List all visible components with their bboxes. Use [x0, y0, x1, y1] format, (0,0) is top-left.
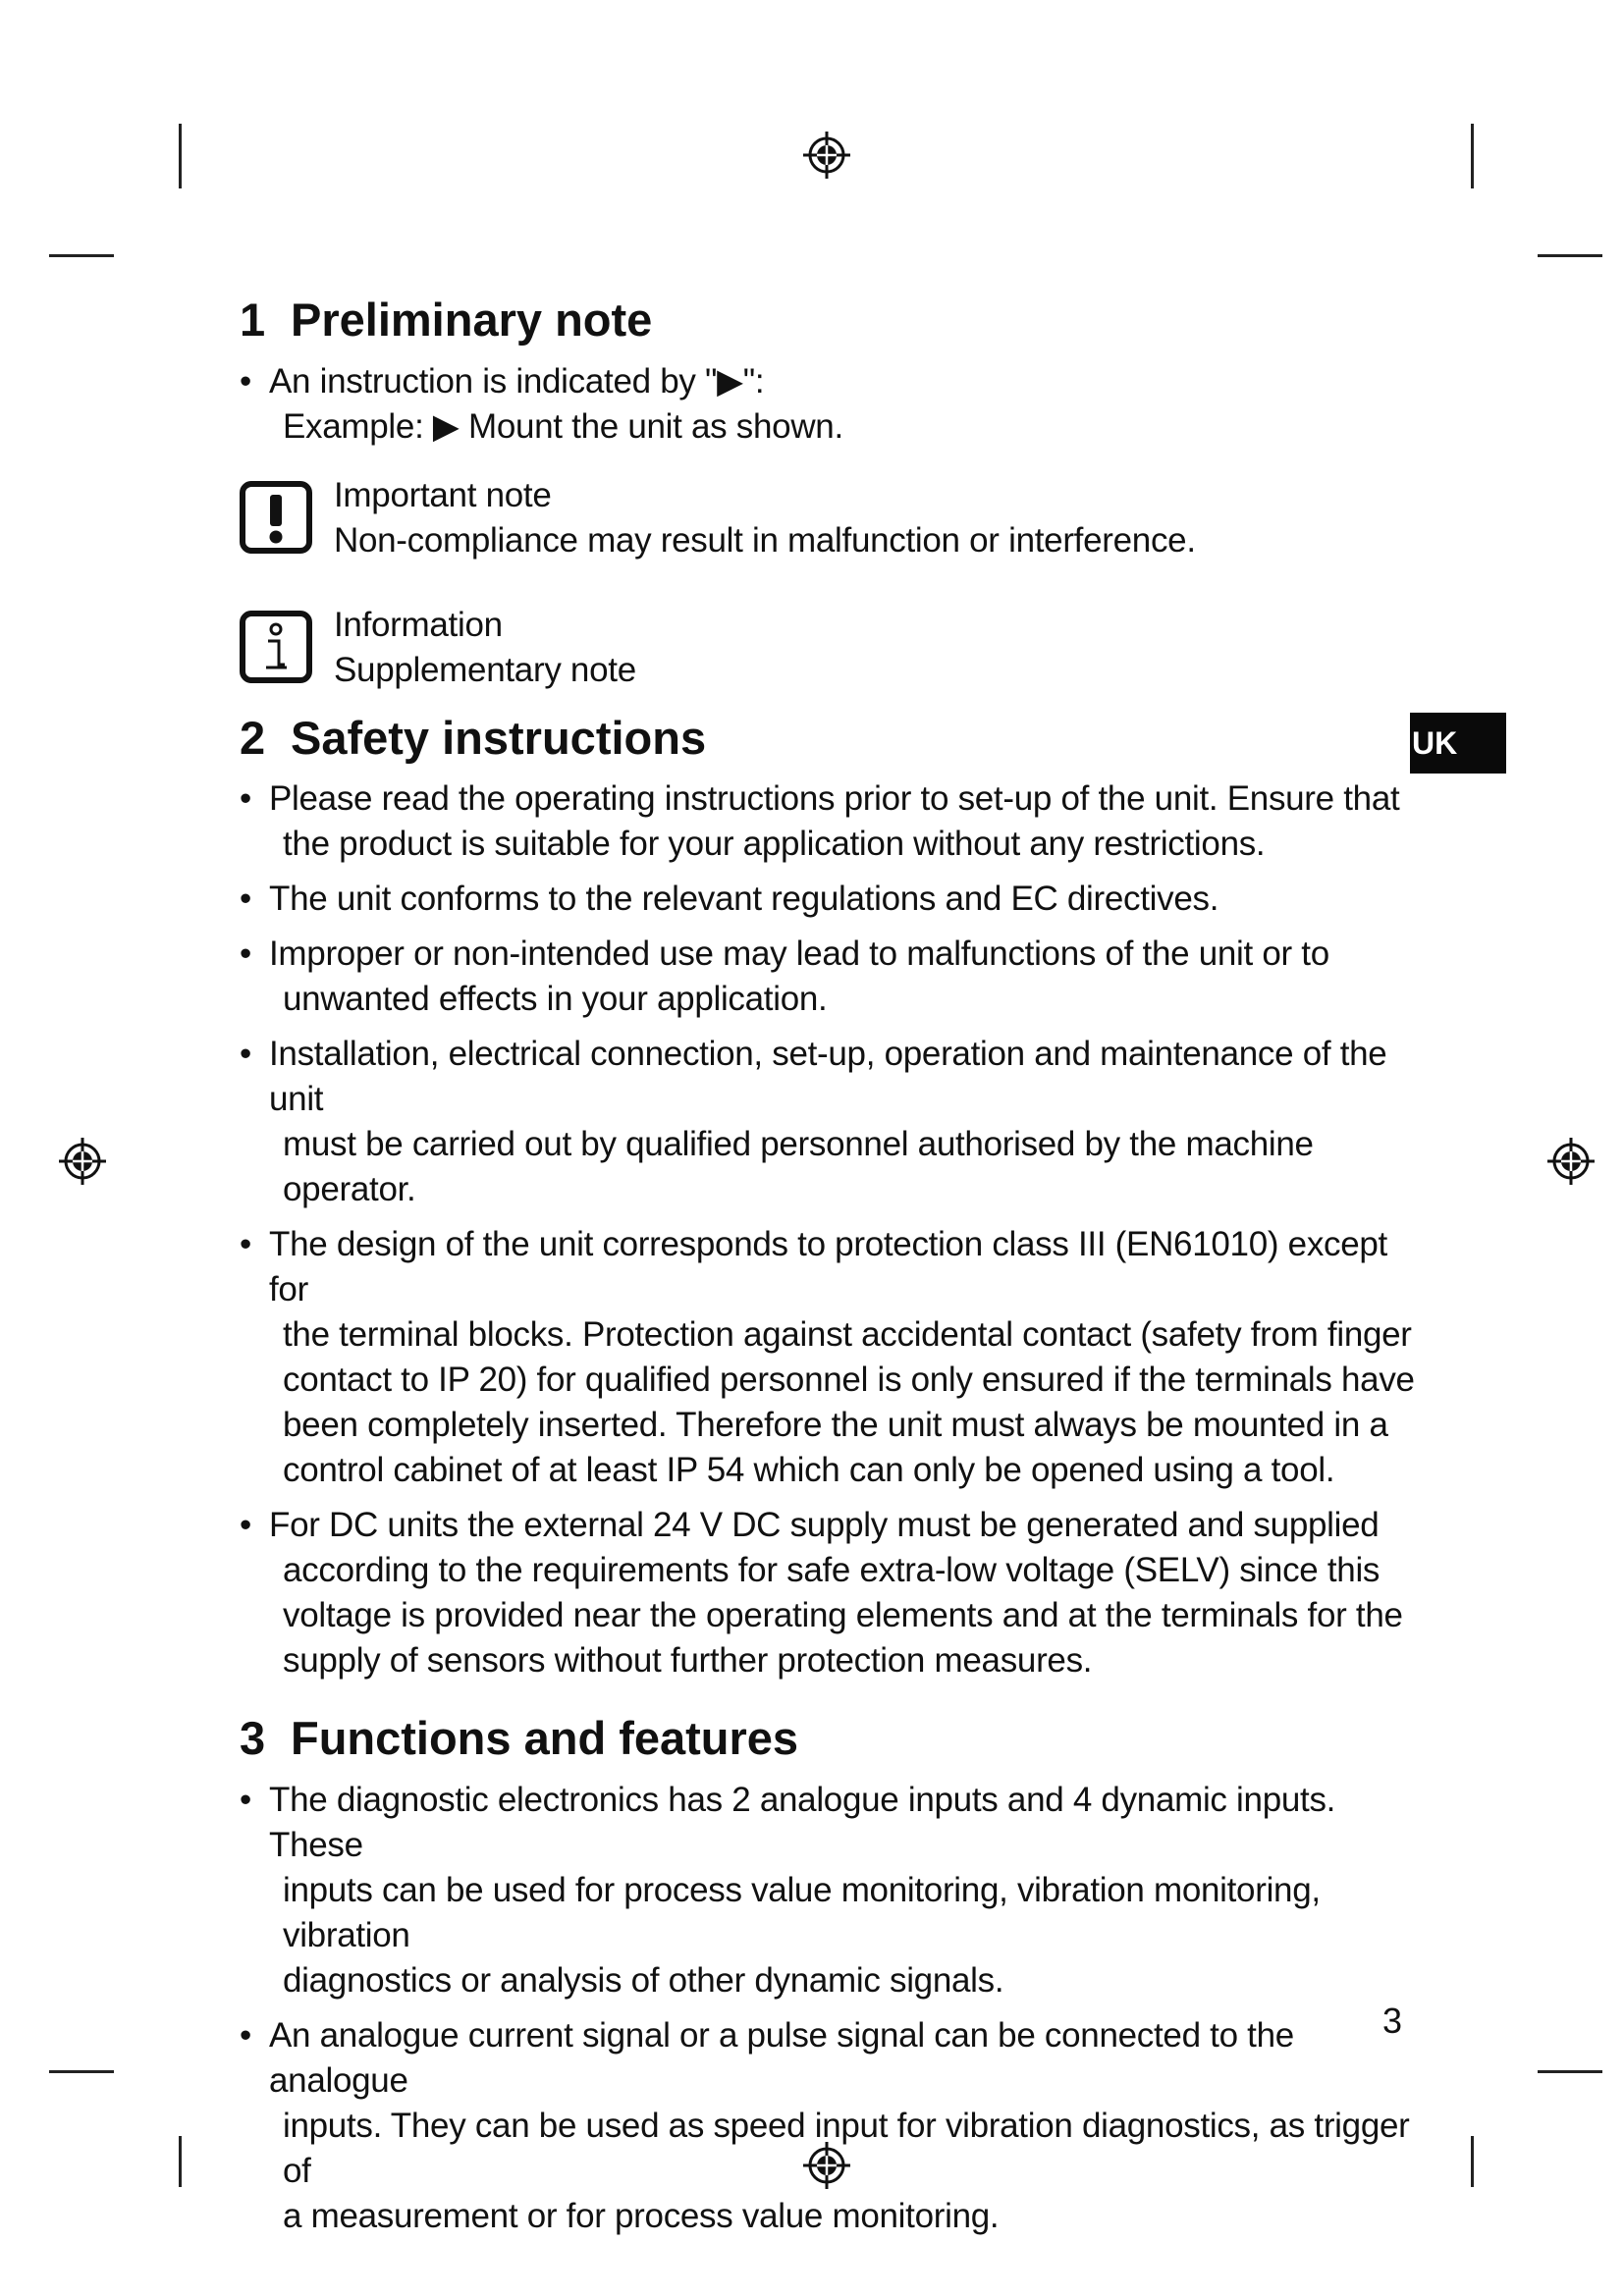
list-item	[240, 2013, 1418, 2239]
section-number: 1	[240, 294, 266, 346]
important-note	[240, 473, 1418, 565]
bullet-line: been completely inserted. Therefore the unit must always be mounted in a	[283, 1406, 1388, 1445]
list-item	[240, 1503, 1418, 1683]
note-title: Information	[334, 605, 503, 644]
list-item	[240, 1222, 1418, 1493]
section-title: Functions and features	[291, 1712, 799, 1765]
bullet-line: supply of sensors without further protection measures.	[283, 1641, 1093, 1681]
exclamation-icon	[240, 481, 312, 554]
bullet-line: unwanted effects in your application.	[283, 980, 828, 1019]
page-number: 3	[1382, 2001, 1403, 2041]
registration-mark-icon	[799, 128, 854, 183]
list-item	[240, 1778, 1418, 2003]
bullet: •	[240, 1781, 251, 1820]
section-title: Preliminary note	[291, 294, 653, 346]
crop-mark	[179, 124, 182, 188]
bullet-line: diagnostics or analysis of other dynamic signals.	[283, 1961, 1004, 2001]
bullet-line: An analogue current signal or a pulse signal can be connected to the analogue	[269, 2016, 1294, 2101]
bullet-line: Installation, electrical connection, set-up, operation and maintenance of the unit	[269, 1035, 1387, 1119]
bullet-line: inputs. They can be used as speed input for vibration diagnostics, as trigger of	[283, 2107, 1410, 2191]
bullet-line: Please read the operating instructions prior to set-up of the unit. Ensure that	[269, 779, 1400, 819]
bullet-line: the terminal blocks. Protection against accidental contact (safety from finger	[283, 1315, 1412, 1355]
section-heading	[240, 713, 1418, 764]
bullet-line: The design of the unit corresponds to protection class III (EN61010) except for	[269, 1225, 1387, 1309]
note-text: Non-compliance may result in malfunction or interference.	[334, 520, 1196, 560]
bullet: •	[240, 1225, 251, 1264]
crop-mark	[1538, 2070, 1602, 2073]
section-title: Safety instructions	[291, 711, 707, 764]
bullet-line: inputs can be used for process value monitoring, vibration monitoring, vibration	[283, 1871, 1321, 1955]
crop-mark	[1538, 254, 1602, 257]
bullet: •	[240, 1506, 251, 1545]
list-item	[240, 359, 1418, 450]
bullet: •	[240, 361, 251, 400]
section-number: 2	[240, 711, 266, 764]
section-heading	[240, 1713, 1418, 1764]
crop-mark	[49, 254, 114, 257]
bullet-line: according to the requirements for safe extra-low voltage (SELV) since this	[283, 1551, 1380, 1590]
info-icon	[240, 611, 312, 683]
list-item	[240, 932, 1418, 1022]
registration-mark-icon	[55, 1134, 110, 1189]
bullet-line: The unit conforms to the relevant regulations and EC directives.	[269, 880, 1219, 919]
crop-mark	[1471, 2136, 1474, 2187]
bullet-line: contact to IP 20) for qualified personnel is only ensured if the terminals have	[283, 1361, 1415, 1400]
registration-mark-icon	[1543, 1134, 1598, 1189]
bullet-line: voltage is provided near the operating elements and at the terminals for the	[283, 1596, 1403, 1635]
note-text: Supplementary note	[334, 650, 636, 689]
bullet-line: a measurement or for process value monitoring.	[283, 2197, 1000, 2236]
information-note	[240, 603, 1418, 695]
bullet-line: The diagnostic electronics has 2 analogue inputs and 4 dynamic inputs. These	[269, 1781, 1336, 1865]
bullet-line: control cabinet of at least IP 54 which can only be opened using a tool.	[283, 1451, 1335, 1490]
language-tab: UK	[1410, 713, 1506, 774]
bullet-line: must be carried out by qualified personnel authorised by the machine operator.	[283, 1125, 1314, 1209]
crop-mark	[179, 2136, 182, 2187]
bullet-line: An instruction is indicated by "▶":	[269, 361, 765, 400]
bullet-line: For DC units the external 24 V DC supply must be generated and supplied	[269, 1506, 1380, 1545]
bullet-line: the product is suitable for your application without any restrictions.	[283, 825, 1266, 864]
crop-mark	[1471, 124, 1474, 188]
list-item	[240, 1032, 1418, 1212]
section-heading	[240, 294, 1418, 346]
bullet: •	[240, 880, 251, 919]
page-content	[240, 294, 1418, 2239]
note-title: Important note	[334, 475, 552, 514]
crop-mark	[49, 2070, 114, 2073]
bullet: •	[240, 934, 251, 974]
bullet: •	[240, 779, 251, 819]
bullet: •	[240, 2016, 251, 2056]
section-number: 3	[240, 1712, 266, 1765]
list-item	[240, 877, 1418, 922]
list-item	[240, 776, 1418, 867]
bullet-line: Improper or non-intended use may lead to malfunctions of the unit or to	[269, 934, 1329, 974]
bullet: •	[240, 1035, 251, 1074]
bullet-line: Example: ▶ Mount the unit as shown.	[283, 406, 843, 446]
